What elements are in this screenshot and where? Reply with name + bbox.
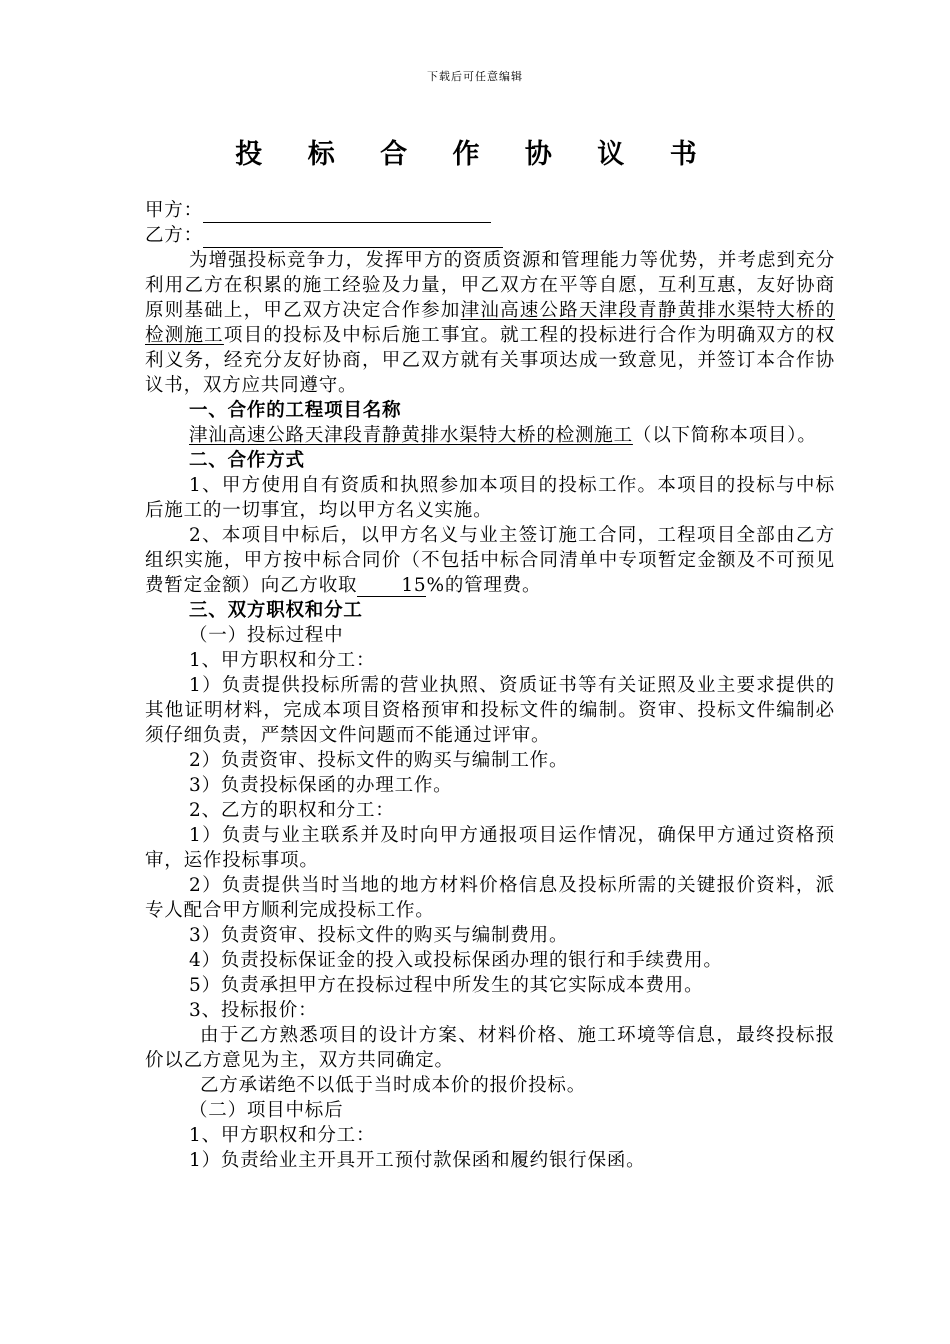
section3-a-heading: 1、甲方职权和分工： xyxy=(189,650,376,671)
section2-heading: 二、合作方式 xyxy=(189,450,305,471)
intro-part2: 项目的投标及中标后施工事宜。就工程的投标进行合作为明确双方的权利义务，经充分友好协商，甲乙双方就有关事项达成一致意见，并签订本合作协议书，双方应共同遵守。 xyxy=(145,325,835,396)
section3-b-heading: 2、乙方的职权和分工： xyxy=(189,800,395,821)
section2-item1: 1、甲方使用自有资质和执照参加本项目的投标工作。本项目的投标与中标后施工的一切事宜，均以甲方名义实施。 xyxy=(145,475,835,521)
party-a-label: 甲方： xyxy=(145,200,203,221)
section3-d-item: 1）负责给业主开具开工预付款保函和履约银行保函。 xyxy=(189,1150,646,1171)
section1-project-name: 津汕高速公路天津段青静黄排水渠特大桥的检测施工 xyxy=(189,425,633,446)
section3-b-item: 3）负责资审、投标文件的购买与编制费用。 xyxy=(189,925,569,946)
section1-paragraph xyxy=(145,423,835,448)
section1-suffix: （以下简称本项目）。 xyxy=(632,425,817,446)
section3-a-item: 3）负责投标保函的办理工作。 xyxy=(189,775,453,796)
party-b-label: 乙方： xyxy=(145,225,203,246)
party-b-blank xyxy=(203,226,503,248)
party-b-line xyxy=(145,223,835,248)
intro-paragraph xyxy=(145,248,835,398)
section3-b-item: 1）负责与业主联系并及时向甲方通报项目运作情况，确保甲方通过资格预审，运作投标事项。 xyxy=(145,825,835,871)
section3-d-heading: 1、甲方职权和分工： xyxy=(189,1125,376,1146)
party-a-line xyxy=(145,198,835,223)
intro-project-name: 津汕高速公路天津段青静黄排水渠特大桥的检测施工 xyxy=(145,300,835,346)
section3-b-item: 4）负责投标保证金的投入或投标保函办理的银行和手续费用。 xyxy=(189,950,723,971)
management-fee-rate: 15 xyxy=(357,575,426,597)
section3-b-item: 5）负责承担甲方在投标过程中所发生的其它实际成本费用。 xyxy=(189,975,704,996)
section3-sub2: （二）项目中标后 xyxy=(189,1100,344,1121)
section1-heading: 一、合作的工程项目名称 xyxy=(189,400,402,421)
document-title: 投 标 合 作 协 议 书 xyxy=(235,139,715,170)
party-a-blank xyxy=(203,201,491,223)
section2-item2 xyxy=(145,523,835,598)
document-body xyxy=(145,198,835,1173)
header-note: 下载后可任意编辑 xyxy=(427,70,523,83)
section3-a-item: 2）负责资审、投标文件的购买与编制工作。 xyxy=(189,750,569,771)
section2-item2-part1: 2、本项目中标后，以甲方名义与业主签订施工合同，工程项目全部由乙方组织实施，甲方按中标合同价（不包括中标合同清单中专项暂定金额及不可预见费暂定金额）向乙方收取 xyxy=(145,525,835,596)
section3-a-item: 1）负责提供投标所需的营业执照、资质证书等有关证照及业主要求提供的其他证明材料，完成本项目资格预审和投标文件的编制。资审、投标文件编制必须仔细负责，严禁因文件问题而不能通过评审。 xyxy=(145,675,835,746)
section3-c-paragraph: 由于乙方熟悉项目的设计方案、材料价格、施工环境等信息，最终投标报价以乙方意见为主，双方共同确定。 xyxy=(145,1025,835,1071)
section3-c-paragraph: 乙方承诺绝不以低于当时成本价的报价投标。 xyxy=(200,1075,587,1096)
section3-sub1: （一）投标过程中 xyxy=(189,625,344,646)
intro-part1: 为增强投标竞争力，发挥甲方的资质资源和管理能力等优势，并考虑到充分利用乙方在积累的施工经验及力量，甲乙双方在平等自愿，互利互惠，友好协商原则基础上，甲乙双方决定合作参加 xyxy=(145,250,835,321)
section3-c-heading: 3、投标报价： xyxy=(189,1000,318,1021)
section3-b-item: 2）负责提供当时当地的地方材料价格信息及投标所需的关键报价资料，派专人配合甲方顺利完成投标工作。 xyxy=(145,875,835,921)
section3-heading: 三、双方职权和分工 xyxy=(189,600,363,621)
section2-item2-part2: %的管理费。 xyxy=(426,575,542,596)
